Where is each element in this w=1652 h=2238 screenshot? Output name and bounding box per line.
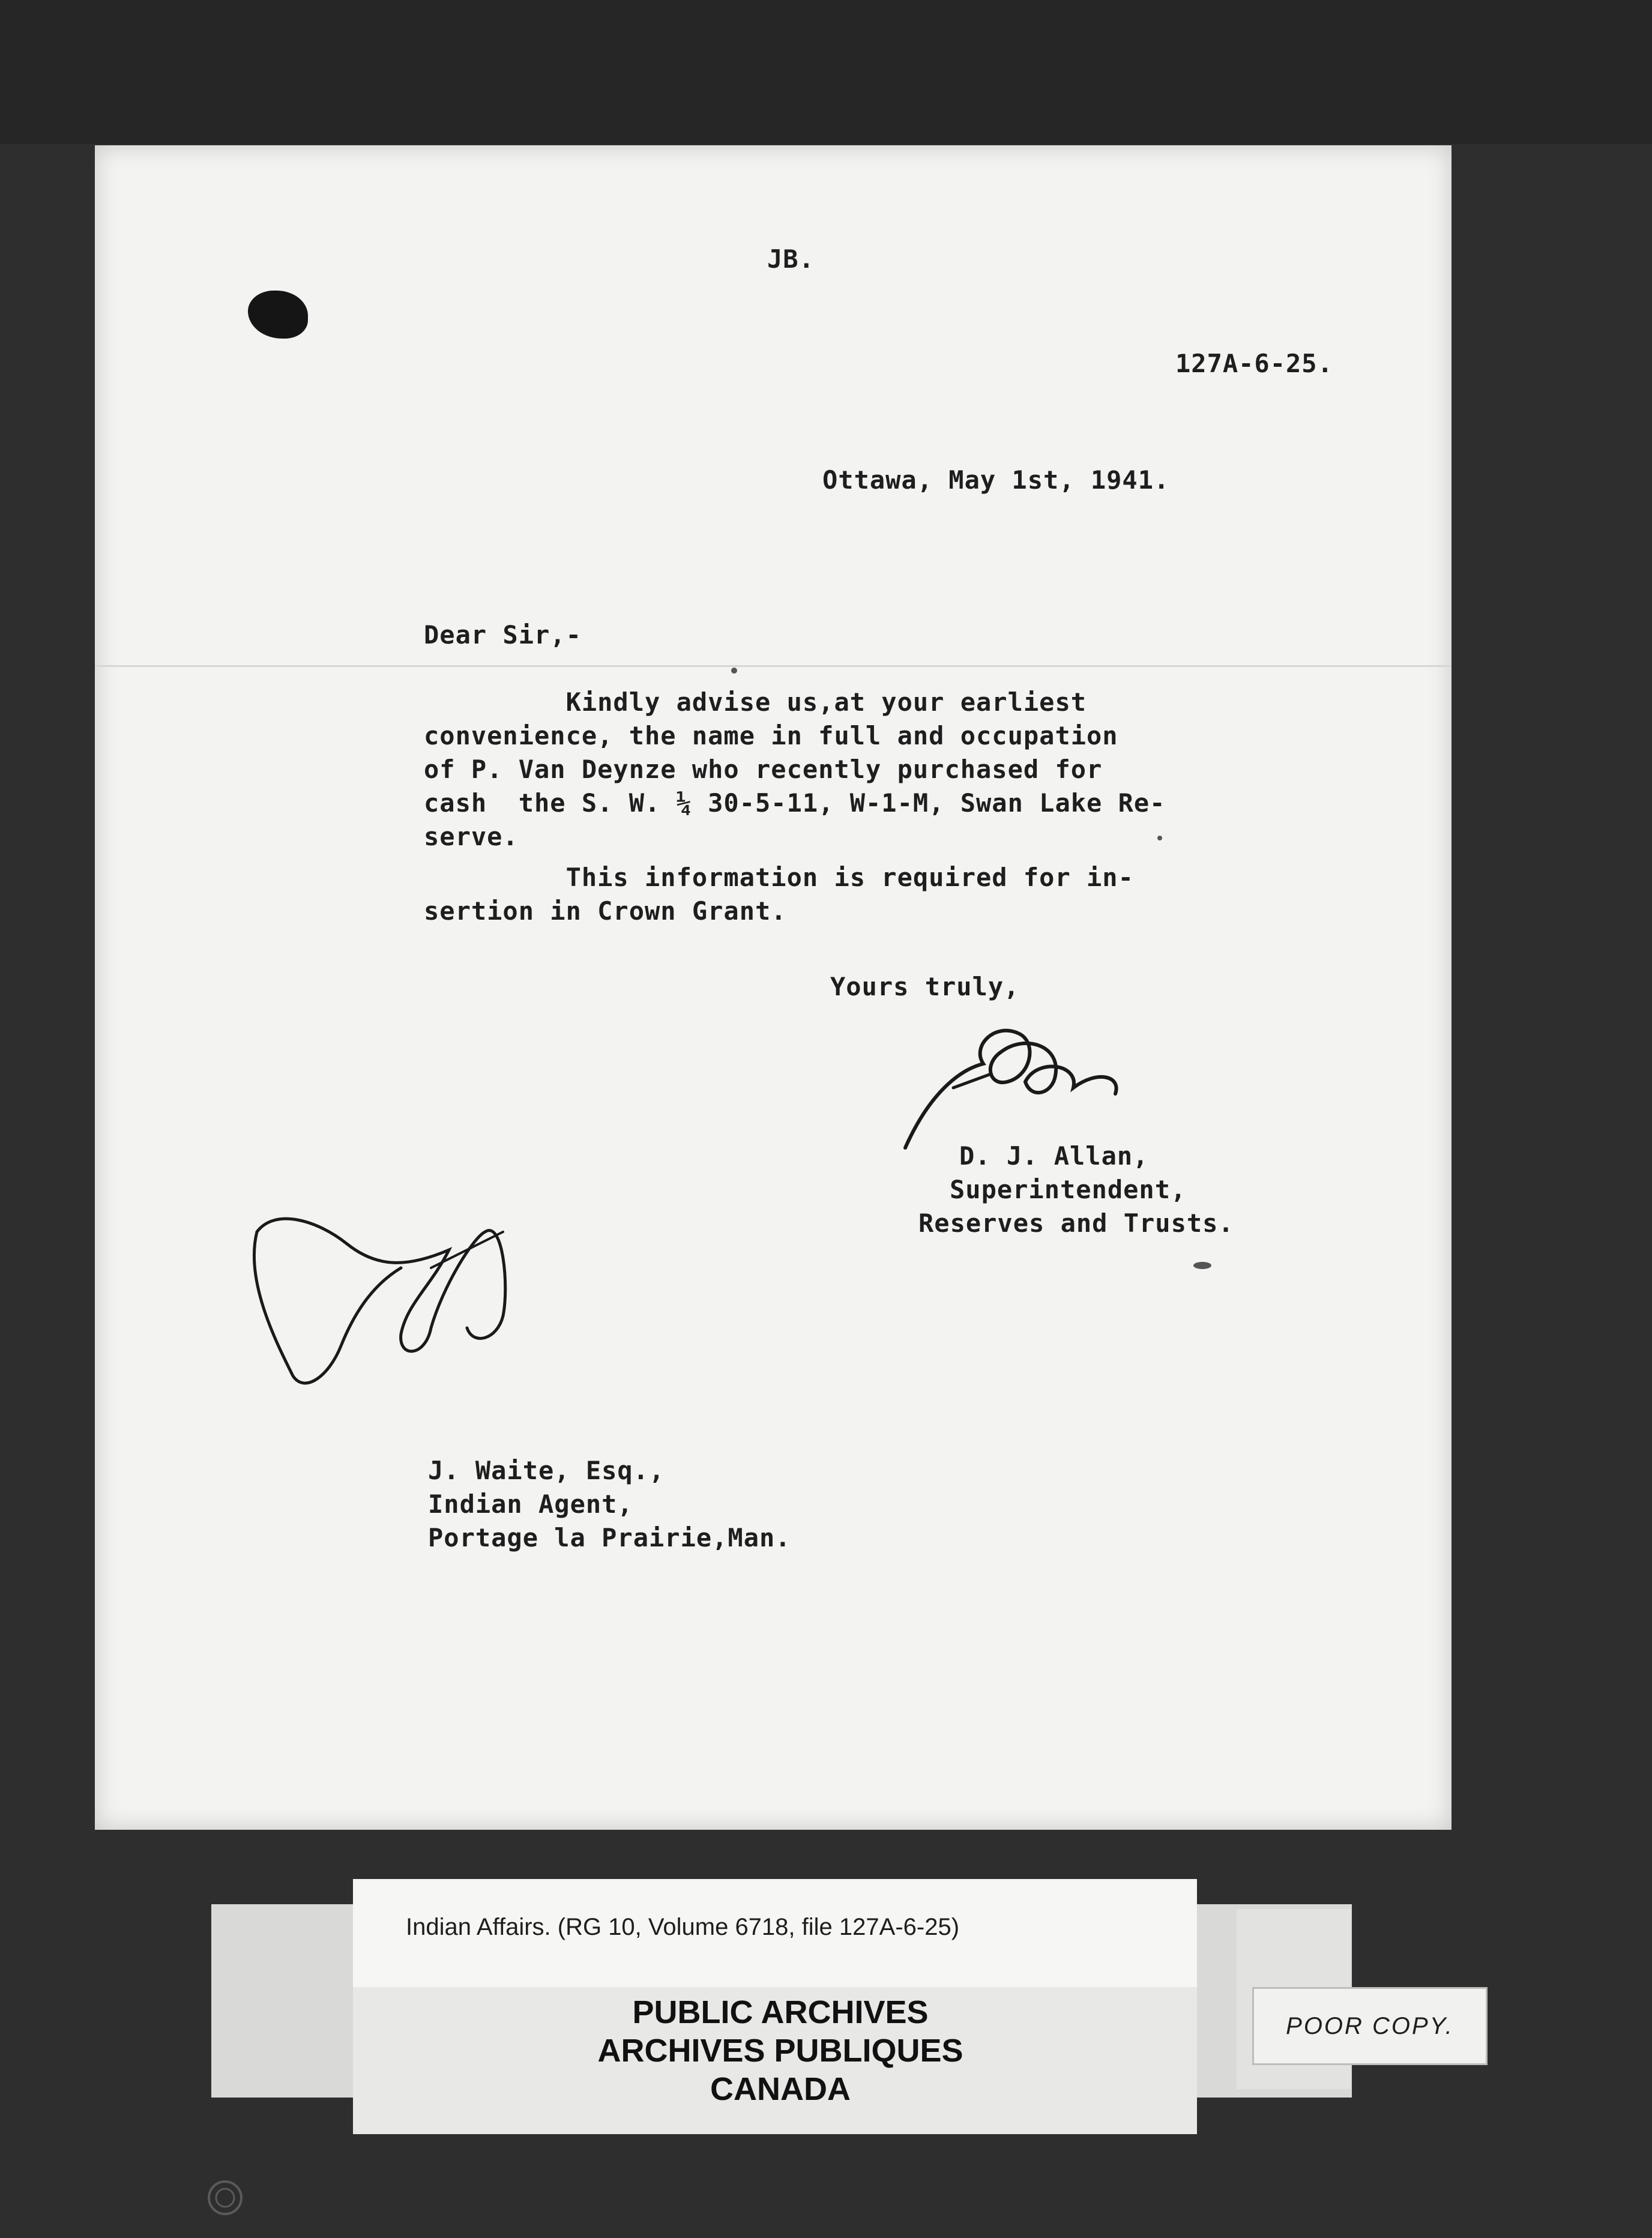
body-line: of P. Van Deynze who recently purchased for (424, 755, 1103, 784)
body-line: Kindly advise us,at your earliest (424, 687, 1087, 717)
body-line: This information is required for in- (424, 863, 1134, 892)
ink-blot (248, 291, 308, 339)
signatory-name: D. J. Allan, (959, 1141, 1149, 1171)
addressee-line: Portage la Prairie,Man. (428, 1523, 791, 1552)
signature-allan (881, 1010, 1193, 1160)
public-archives-stamp (480, 1993, 1081, 2108)
closing: Yours truly, (830, 972, 1020, 1001)
stamp-line: CANADA (710, 2071, 851, 2107)
ink-speck (1157, 836, 1162, 840)
body-line: convenience, the name in full and occupation (424, 721, 1118, 750)
archive-reference: Indian Affairs. (RG 10, Volume 6718, file 127A-6-25) (406, 1914, 960, 1940)
body-line: sertion in Crown Grant. (424, 896, 787, 926)
stamp-line: PUBLIC ARCHIVES (632, 1994, 929, 2030)
place-and-date: Ottawa, May 1st, 1941. (822, 465, 1170, 495)
ink-speck (731, 668, 737, 674)
body-line: cash the S. W. ¼ 30-5-11, W-1-M, Swan Lake Re- (424, 788, 1166, 818)
stamp-line: ARCHIVES PUBLIQUES (597, 2033, 963, 2069)
archive-seal-icon (206, 2179, 244, 2216)
addressee-line: J. Waite, Esq., (428, 1456, 665, 1485)
body-line: serve. (424, 822, 519, 851)
handwritten-initials (251, 1196, 587, 1394)
file-number: 127A-6-25. (1175, 349, 1333, 378)
typist-initials: JB. (767, 244, 815, 274)
signatory-department: Reserves and Trusts. (918, 1208, 1234, 1238)
film-border-top (0, 0, 1652, 144)
addressee-line: Indian Agent, (428, 1489, 633, 1519)
letter-page (95, 145, 1452, 1830)
page-fold-line (95, 665, 1452, 667)
signatory-title: Superintendent, (950, 1175, 1187, 1204)
ink-speck (1193, 1262, 1211, 1269)
poor-copy-note: POOR COPY. (1252, 1987, 1488, 2065)
salutation: Dear Sir,- (424, 620, 582, 650)
